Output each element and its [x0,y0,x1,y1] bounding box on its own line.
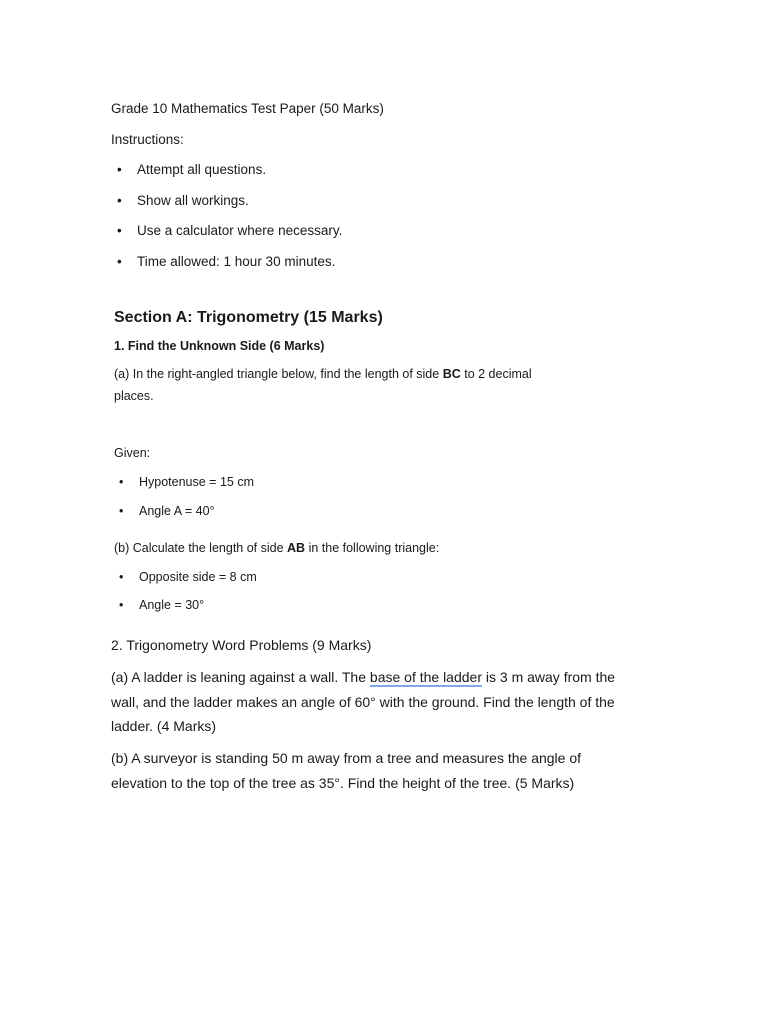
bullet-icon: • [117,162,122,177]
question-1b-text: (b) Calculate the length of side AB in the following triangle: [114,541,440,555]
list-item: • Show all workings. [117,193,249,208]
question-1a-text: (a) In the right-angled triangle below, find the length of side BC to 2 decimal [114,367,532,381]
bullet-icon: • [119,504,124,518]
section-heading: Section A: Trigonometry (15 Marks) [114,309,383,326]
given-label: Given: [114,446,151,460]
list-item: • Hypotenuse = 15 cm [119,475,254,489]
list-item: • Use a calculator where necessary. [117,223,343,238]
instructions-heading: Instructions: [111,132,184,147]
bullet-icon: • [117,254,122,269]
question-1a-text-continued: places. [114,389,154,403]
document-title: Grade 10 Mathematics Test Paper (50 Marks) [111,101,384,116]
question-2b-text: (b) A surveyor is standing 50 m away from a tree and measures the angle of [111,750,582,766]
list-item: • Angle A = 40° [119,504,215,518]
question-2a-text: (a) A ladder is leaning against a wall. The base of the ladder is 3 m away from the [111,669,616,685]
question-2a-text-end: ladder. (4 Marks) [111,718,217,734]
list-item: • Opposite side = 8 cm [119,570,257,584]
bullet-icon: • [119,570,124,584]
question-1-heading: 1. Find the Unknown Side (6 Marks) [114,339,325,353]
question-2a-text-continued: wall, and the ladder makes an angle of 60° with the ground. Find the length of the [111,694,615,710]
list-item: • Attempt all questions. [117,162,267,177]
question-2b-text-continued: elevation to the top of the tree as 35°. Find the height of the tree. (5 Marks) [111,775,575,791]
grammar-suggestion-underline[interactable]: base of the ladder [369,669,482,685]
bullet-icon: • [117,193,122,208]
bullet-icon: • [119,598,124,612]
bullet-icon: • [117,223,122,238]
list-item: • Angle = 30° [119,598,205,612]
question-2-heading: 2. Trigonometry Word Problems (9 Marks) [111,637,372,653]
bullet-icon: • [119,475,124,489]
list-item: • Time allowed: 1 hour 30 minutes. [117,254,336,269]
